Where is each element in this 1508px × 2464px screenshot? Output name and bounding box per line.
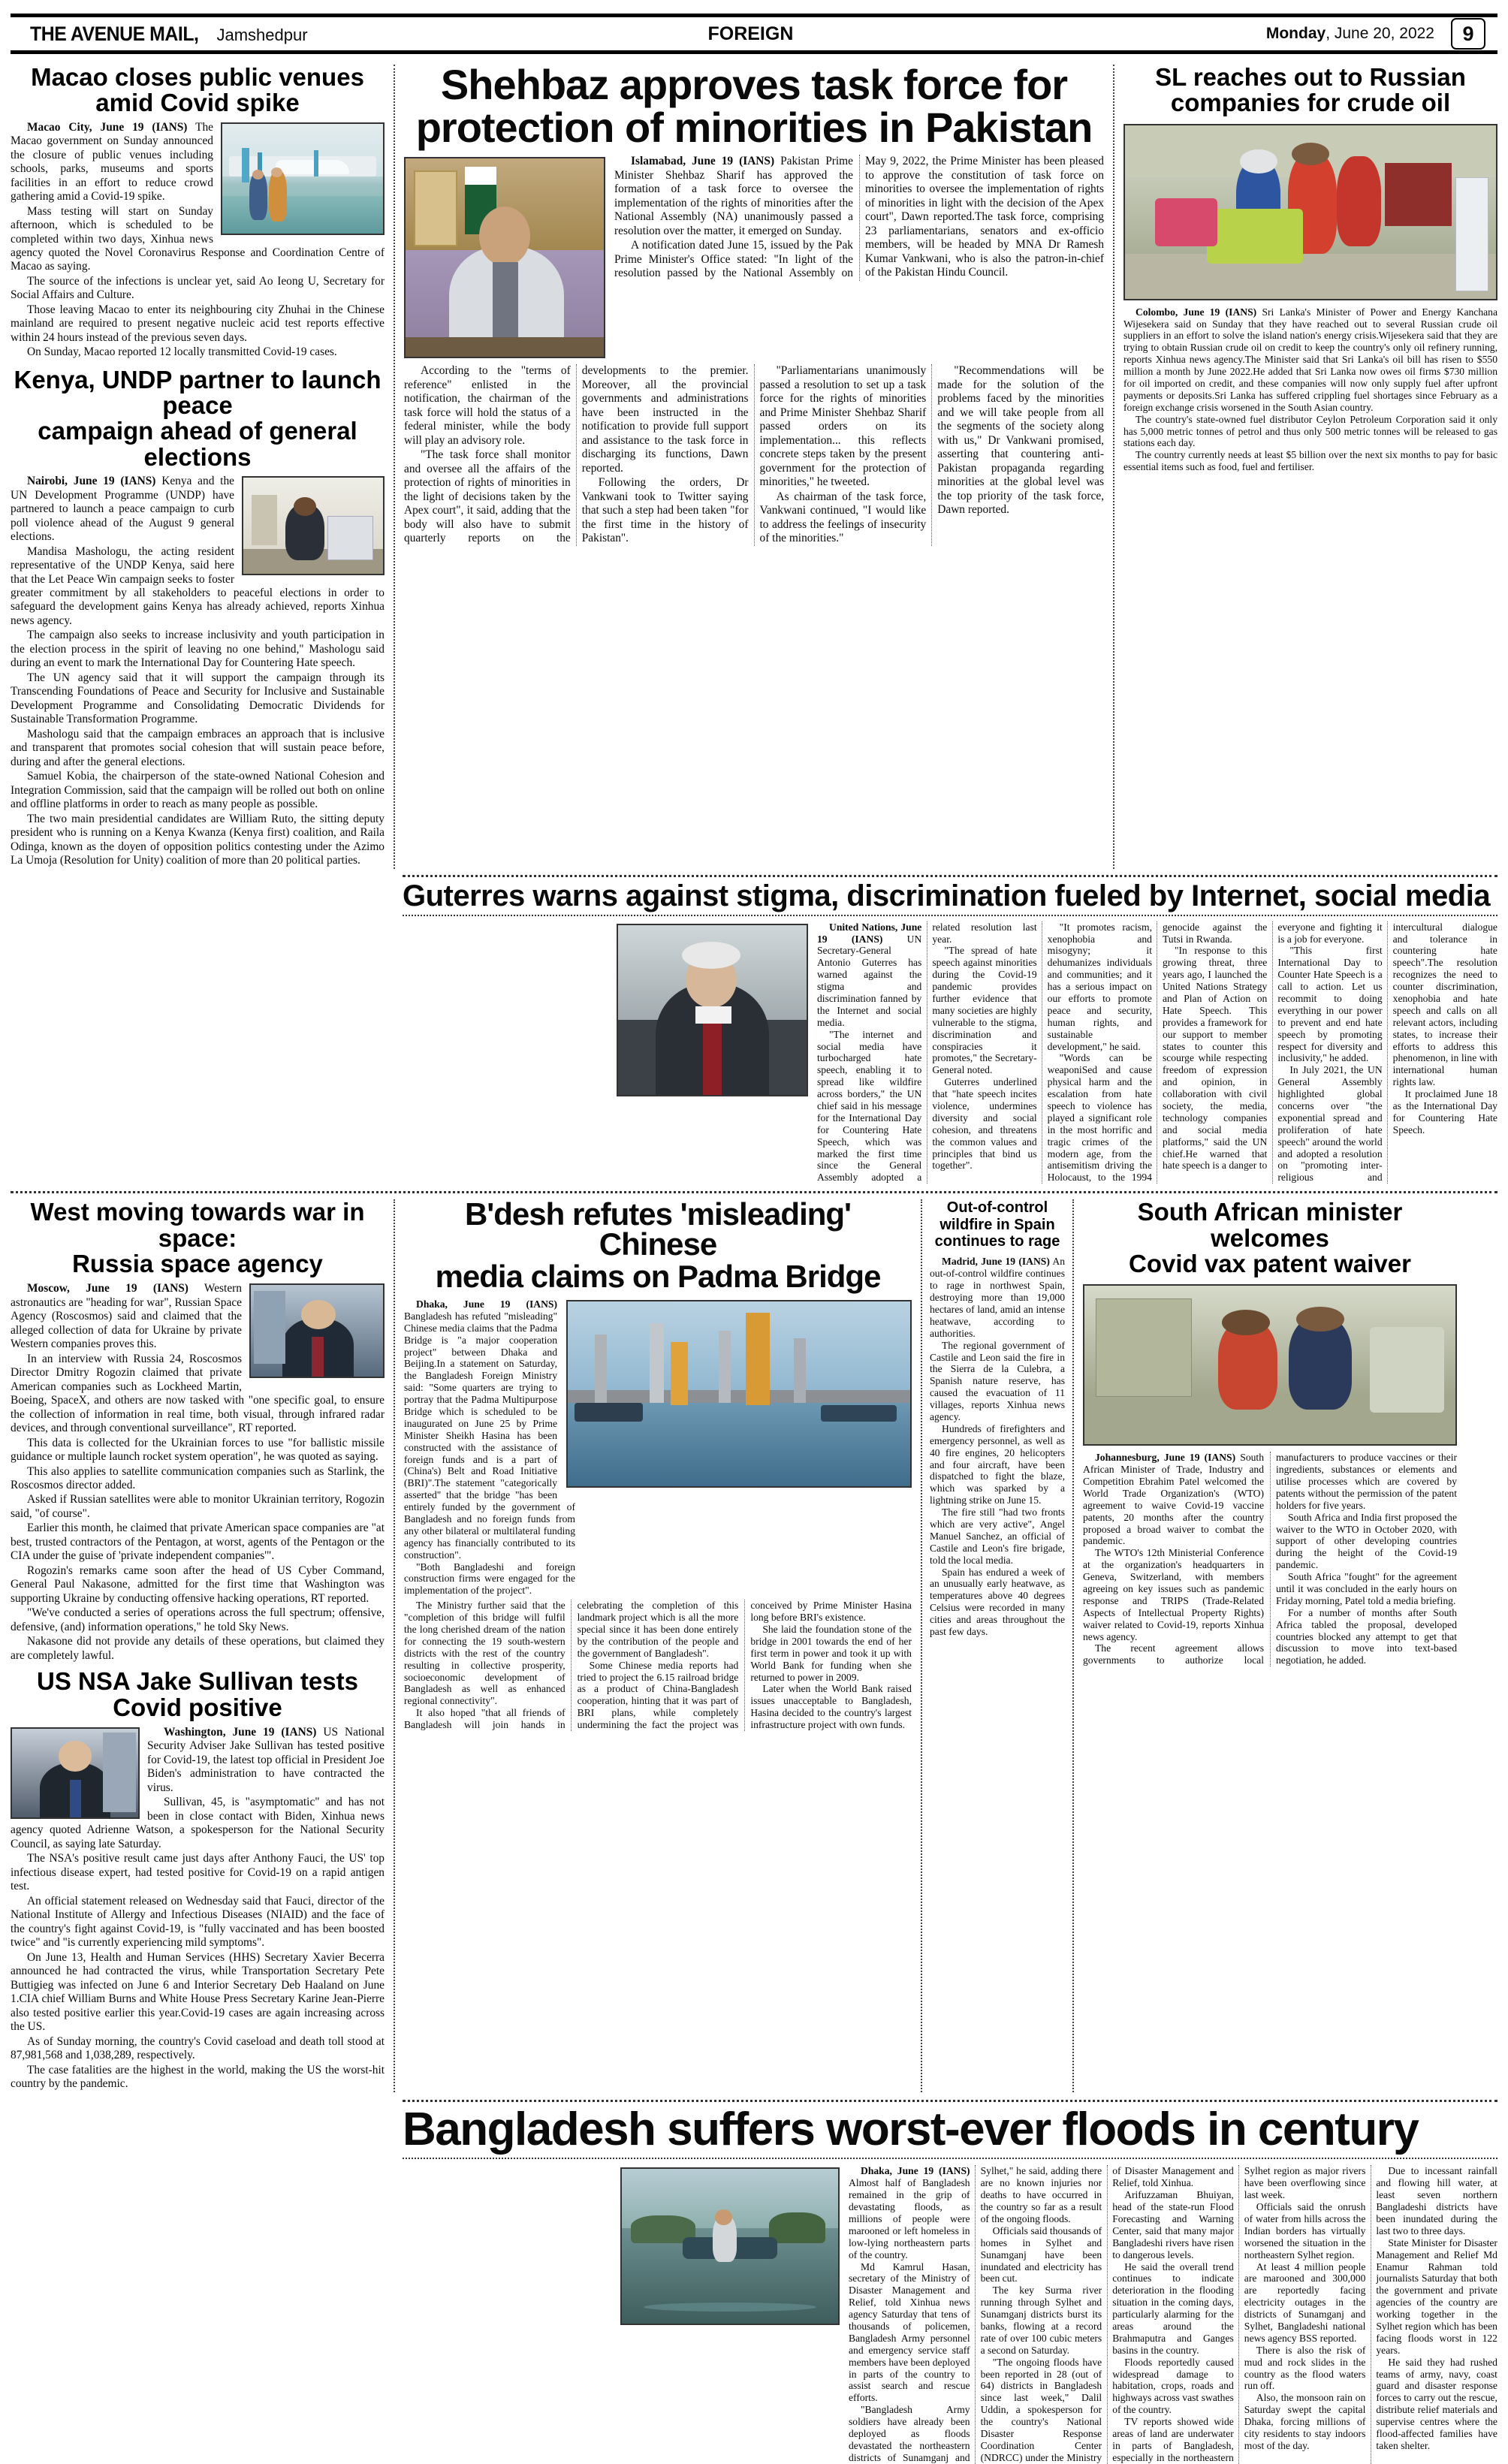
floods-p3: "Bangladesh Army soldiers have already been deployed as floods devastated the northeastern districts of Sunamganj and Sylhet," he said, adding there are no known injuries nor deaths to have occurred in the country so far as a result of the ongoing floods.	[849, 2165, 1102, 2463]
divider-below-floods-headline	[403, 2158, 1497, 2159]
guterres-p3: "The spread of hate speech against minorities during the Covid-19 pandemic provides further evidence that many societies are highly vulnerable to the stigma, discrimination and conspiracies it promotes," the Secretary-General noted.	[932, 945, 1037, 1076]
kenya-p5: Mashologu said that the campaign embraces an approach that is inclusive and transparent that promotes social cohesion that will sustain peace before, during and after the general elections.	[11, 727, 385, 768]
divider-above-floods	[403, 2100, 1497, 2102]
masthead-left	[30, 23, 308, 46]
sullivan-p1-text: US National Security Adviser Jake Sullivan has tested positive for Covid-19, the latest top official in President Joe Biden's administration to have contracted the virus.	[147, 1725, 385, 1794]
article-bdesh	[404, 1196, 912, 1731]
floods-p5: The key Surma river running through Sylhet and Sunamganj districts burst its banks, flowing at a record rate of over 100 cubic meters a second on Saturday.	[980, 2285, 1102, 2356]
floods-p17: He said they had rushed teams of army, navy, coast guard and disaster response forces to carry out the rescue, distribute relief materials and supervise centres where the flood-affected families have taken shelter.	[1376, 2356, 1497, 2451]
bdesh-p3: The Ministry further said that the "completion of this bridge will fulfil the long cherished dream of the nation for connecting the 19 south-western districts with the rest of the country resulting in collective prosperity, socioeconomic development of Bangladesh as well as enhanced regional connectivity".	[404, 1600, 566, 1707]
floods-p1-text: Almost half of Bangladesh remained in the grip of devastating floods, as millions of people were marooned or left homeless in low-lying northeastern parts of the country.	[849, 2177, 970, 2260]
safrica-p4: South Africa and India first proposed the waiver to the WTO in October 2020, with support of other developing countries during the height of the Covid-19 pandemic.	[1276, 1511, 1457, 1571]
sullivan-dateline: Washington, June 19 (IANS)	[164, 1725, 317, 1739]
shehbaz-p8: "Recommendations will be made for the solution of the problems faced by the minorities and we will take people from all the segments of the society along with us," Dr Vankwani promised, asserting that countering anti-Pakistan propaganda regarding minorities at the global level was the top priority of the task force, Dawn reported.	[937, 364, 1104, 517]
article-space	[11, 1199, 385, 1663]
wildfire-p5: Spain has endured a week of an unusually early heatwave, as temperatures above 40 degrees Celsius were recorded in many cities and areas throughout the past few days.	[930, 1566, 1065, 1638]
bdesh-p6: She laid the foundation stone of the bridge in 2001 towards the end of her first term in power and took it up with World Bank for funding when she returned to power in 2009.	[750, 1623, 912, 1683]
safrica-p6: For a number of months after South Africa tabled the proposal, developed countries blocked any attempt to get that discussion to move into text-based negotiation, he added.	[1276, 1606, 1457, 1666]
bdesh-headline-line1: B'desh refutes 'misleading' Chinese	[464, 1196, 852, 1262]
guterres-p2: "The internet and social media have turbocharged hate speech, enabling it to spread like wildfire across borders," the UN chief said in his message for the International Day for Countering Hate Speech, which was marked the first time since the General Assembly adopted a related resolution last year.	[817, 921, 1037, 1184]
guterres-p1-text: UN Secretary-General Antonio Guterres has warned against the stigma and discrimination fanned by the Internet and social media.	[817, 933, 922, 1028]
srilanka-dateline: Colombo, June 19 (IANS)	[1136, 306, 1257, 318]
guterres-headline: Guterres warns against stigma, discrimination fueled by Internet, social media	[403, 879, 1491, 912]
floods-cols	[849, 2165, 1497, 2463]
bdesh-p1-text: Bangladesh has refuted "misleading" Chinese media claims that the Padma Bridge is "a major cooperation project" between Dhaka and Beijing.In a statement on Saturday, the Bangladesh Foreign Ministry said: "Some quarters are trying to portray that the Padma Multipurpose Bridge which is scheduled to be inaugurated on June 25 by Prime Minister Sheikh Hasina has been constructed with the assistance of foreign funds and is a part of (China's) Belt and Road Initiative (BRI)".The statement "categorically asserted" that the bridge "has been entirely funded by the government of Bangladesh and no foreign funds from any other bilateral or multilateral funding agency has financially contributed to its construction".	[404, 1310, 575, 1561]
kenya-p7: The two main presidential candidates are William Ruto, the sitting deputy president who is running on a Kenya Kwanza (Kenya first) coalition, and Raila Odinga, known as the doyen of opposition politics contesting under the Azimo La Umoja (Resolution for Unity) coalition of more than 20 political parties.	[11, 812, 385, 867]
kenya-p3: The campaign also seeks to increase inclusivity and youth participation in the election process in the spirit of leaving no one behind," Mashologu said during an event to mark the International Day for Countering Hate speech.	[11, 629, 385, 670]
shehbaz-p1-text: Pakistan Prime Minister Shehbaz Sharif has approved the formation of a task force to oversee the implementation of the rights of minorities after the National Assembly (NA) unanimously passed a resolution over the matter, it emerged on Sunday.	[614, 155, 853, 237]
guterres-p8: "This first International Day to Counter Hate Speech is a call to action. Let us recommit to doing everything in our power to prevent and end hate speech by promoting respect for diversity and inclusivity," he added.	[1277, 945, 1383, 1064]
space-p6: Earlier this month, he claimed that private American space companies are "at best, trusted contractors of the Pentagon, at worst, agents of the Pentagon or the CIA under the guise of 'private independent companies'".	[11, 1522, 385, 1563]
sullivan-p7: The case fatalities are the highest in the world, making the US the worst-hit country by the pandemic.	[11, 2063, 385, 2091]
wildfire-headline	[930, 1199, 1065, 1250]
date-weekday: Monday	[1265, 25, 1326, 42]
right-column-top	[1114, 65, 1497, 869]
sullivan-headline-line2: Covid positive	[113, 1693, 282, 1721]
safrica-photo	[1083, 1284, 1457, 1446]
wildfire-p1-text: An out-of-control wildfire continues to rage in northwest Spain, destroying more than 19,000 hectares of land, amid an intense heatwave, according to authorities.	[930, 1256, 1065, 1339]
space-p4: This also applies to satellite communication companies such as Starlink, the Roscosmos director added.	[11, 1464, 385, 1491]
kenya-headline	[11, 367, 385, 470]
floods-p10: TV reports showed wide areas of land are underwater in parts of Bangladesh, especially in the northeastern Sylhet region as major rivers have been overflowing since last week.	[1112, 2165, 1366, 2463]
kenya-dateline: Nairobi, June 19 (IANS)	[27, 475, 156, 488]
space-p2: In an interview with Russia 24, Roscosmos Director Dmitry Rogozin claimed that private American companies such as Lockheed Martin, Boeing, SpaceX, and others are now tasked with "one specific goal, to ensure the collection of information in real time, both visual, through infrared radar devices, and through conventional surveillance", RT reported.	[11, 1352, 385, 1435]
guterres-p4: Guterres underlined that "hate speech incites violence, undermines diversity and social cohesion, and threatens the common values and principles that bind us together".	[932, 1076, 1037, 1172]
sullivan-p5: On June 13, Health and Human Services (HHS) Secretary Xavier Becerra announced he had contracted the virus, while Transportation Secretary Pete Buttigieg was infected on June 6 and Interior Secretary Deb Haaland on June 1.CIA chief William Burns and White House Press Secretary Karine Jean-Pierre also tested positive earlier this year.Covid-19 cases are again increasing across the US.	[11, 1950, 385, 2034]
guterres-section	[403, 875, 1497, 1184]
guterres-p10: It proclaimed June 18 as the International Day for Countering Hate Speech.	[1392, 1088, 1497, 1135]
guterres-p6: "Words can be weaponiSed and cause physical harm and the escalation from hate speech to violence has played a significant role in the most horrific and tragic crimes of the modern age, from the antisemitism driving the Holocaust, to the 1994 genocide against the Tutsi in Rwanda.	[1047, 921, 1268, 1184]
guterres-cols	[817, 921, 1497, 1184]
sullivan-p2: Sullivan, 45, is "asymptomatic" and has not been in close contact with Biden, Xinhua news agency quoted Adrienne Watson, a spokesperson for the National Security Council, as saying late Saturday.	[11, 1796, 385, 1850]
top-section	[11, 61, 1498, 869]
space-p1-text: Western astronautics are "heading for war", Russian Space Agency (Roscosmos) said and claimed that the alleged collection of data for Ukraine by private Western companies proves this.	[11, 1282, 242, 1351]
macao-photo	[221, 122, 385, 235]
safrica-p1	[1083, 1452, 1264, 1547]
kenya-p4: The UN agency said that it will support the campaign through its Transcending Foundations of Peace and Security for Inclusive and Sustainable Development Programme and Consolidating Democratic Dividends for Sustainable Transformation Programme.	[11, 671, 385, 726]
space-headline-line1: West moving towards war in space:	[30, 1198, 365, 1252]
guterres-photo	[617, 924, 808, 1096]
kenya-p1-text: Kenya and the UN Development Programme (UNDP) have partnered to launch a peace campaign to curb poll violence ahead of the August 9 general elections.	[11, 475, 234, 544]
shehbaz-cols-rest	[404, 364, 1104, 545]
macao-p1-text: The Macao government on Sunday announced the closure of public venues including schools, parks, museums and sports facilities in an effort to reduce crowd gathering amid a Covid-19 spike.	[11, 120, 213, 204]
floods-section	[403, 2100, 1497, 2464]
article-sullivan	[11, 1669, 385, 2091]
divider-above-guterres	[403, 875, 1497, 877]
article-macao	[11, 65, 385, 360]
safrica-dateline: Johannesburg, June 19 (IANS)	[1095, 1452, 1236, 1464]
masthead-right	[1266, 18, 1485, 50]
floods-headline: Bangladesh suffers worst-ever floods in century	[403, 2103, 1419, 2155]
safrica-p2: The WTO's 12th Ministerial Conference at the organization's headquarters in Geneva, Switzerland, with members agreeing on key issues such as pandemic response and TRIPS (Trade-Related Aspects of Intellectual Property Rights) waiver related to Covid-19, reports Xinhua news agency.	[1083, 1547, 1264, 1642]
left-column-middle	[11, 1199, 394, 2092]
shehbaz-p1	[614, 155, 853, 238]
floods-p4: Officials said thousands of homes in Sylhet and Sunamganj have been inundated and electricity has been cut.	[980, 2224, 1102, 2285]
bdesh-headline	[404, 1196, 912, 1295]
shehbaz-cols-left	[614, 155, 1104, 280]
wildfire-p3: Hundreds of firefighters and emergency personnel, as well as 40 fire engines, 20 helicopters and four aircraft, have been dispatched to fight the blaze, which was sparked by a lightning strike on June 15.	[930, 1422, 1065, 1506]
shehbaz-p7: As chairman of the task force, Vankwani continued, "I would like to address the feelings of insecurity of the minorities."	[759, 490, 927, 545]
shehbaz-p3: According to the "terms of reference" enlisted in the notification, the chairman of the task force will hold the status of a federal minister, while the body will play an advisory role.	[404, 364, 571, 447]
srilanka-headline-line1: SL reaches out to Russian	[1155, 63, 1466, 91]
sullivan-headline	[11, 1669, 385, 1721]
floods-p12: At least 4 million people are marooned and 300,000 are reportedly facing electricity outages in the districts of Sunamganj and Sylhet, Bangladeshi national news agency BSS reported.	[1244, 2260, 1366, 2344]
article-shehbaz	[404, 61, 1104, 546]
srilanka-photo	[1123, 124, 1497, 300]
safrica-p1-text: South African Minister of Trade, Industry and Competition Ebrahim Patel welcomed the World Trade Organization's (WTO) agreement to waive Covid-19 vaccine patents, 20 months after the country proposed a broad waiver to combat the pandemic.	[1083, 1452, 1264, 1547]
middle-section	[11, 1196, 1497, 2092]
macao-p2: Mass testing will start on Sunday afternoon, which is scheduled to be completed within two days, Xinhua news agency quoted the Novel Coronavirus Response and Coordination Centre of Macao as saying.	[11, 204, 385, 273]
space-p8: "We've conducted a series of operations across the full spectrum; offensive, defensive, (and) information operations," he told Sky News.	[11, 1606, 385, 1633]
bdesh-p2: "Both Bangladeshi and foreign construction firms were engaged for the implementation of the project".	[404, 1561, 575, 1597]
floods-p6: "The ongoing floods have been reported in 28 (out of 64) districts in Bangladesh since last week," Dalil Uddin, a spokesperson for the country's National Disaster Response Coordination Center (NDRCC) under the Ministry of Disaster Management and Relief, told Xinhua.	[980, 2165, 1234, 2463]
divider-middle-band	[11, 1191, 1497, 1193]
floods-p7: Arifuzzaman Bhuiyan, head of the state-run Flood Forecasting and Warning Center, said that many major Bangladeshi rivers have risen to dangerous levels.	[1112, 2189, 1234, 2260]
flood-photo	[620, 2167, 840, 2325]
guterres-p5: "It promotes racism, xenophobia and misogyny; it dehumanizes individuals and communities; and it has a serious impact on our efforts to promote peace and security, human rights, and sustainable development," he said.	[1047, 921, 1152, 1052]
floods-dateline: Dhaka, June 19 (IANS)	[861, 2165, 970, 2177]
macao-dateline: Macao City, June 19 (IANS)	[27, 120, 188, 134]
macao-p5: On Sunday, Macao reported 12 locally transmitted Covid-19 cases.	[27, 345, 337, 359]
floods-p15: Due to incessant rainfall and flowing hill water, at least seven northern Bangladeshi districts have been inundated during the last two to three days.	[1376, 2165, 1497, 2236]
rogozin-photo	[249, 1283, 385, 1378]
srilanka-headline	[1123, 65, 1497, 116]
floods-p13: There is also the risk of mud and rock slides in the country as the flood waters run off.	[1244, 2344, 1366, 2392]
safrica-headline-line1: South African minister welcomes	[1137, 1198, 1403, 1252]
article-kenya	[11, 367, 385, 868]
kenya-headline-line1: Kenya, UNDP partner to launch peace	[14, 365, 382, 420]
space-p5: Asked if Russian satellites were able to monitor Ukrainian territory, Rogozin said, "of course".	[11, 1493, 385, 1520]
space-p3: This data is collected for the Ukrainian forces to use "for ballistic missile guidance or multiple launch rocket system operation", he was quoted as saying.	[11, 1436, 385, 1464]
publication-date	[1266, 25, 1434, 43]
bdesh-p4: It also hoped "that all friends of Bangladesh will join hands in celebrating the completion of this landmark project which is all the more special since it has been done entirely by the contribution of the people and the government of Bangladesh".	[404, 1600, 739, 1731]
srilanka-p1-text: Sri Lanka's Minister of Power and Energy Kanchana Wijesekera said on Sunday that they have reached out to several Russian crude oil suppliers in an effort to solve the island nation's energy crisis.Wijesekera said that they are trying to obtain Russian crude oil on credit to keep the country's only oil refinery running, reports Xinhua news agency.The Minister said that Sri Lanka's oil bill has risen to $550 million a month by June 2022.He added that Sri Lanka now owes oil firms $730 million for oil imported on credit, and these companies will now only supply fuel after upfront payments or deposits.Sri Lanka has suffered crippling fuel shortages since February as a foreign exchange crisis worsened in the South Asian country.	[1123, 306, 1498, 413]
masthead	[11, 14, 1497, 54]
floods-p1	[849, 2165, 970, 2260]
space-p9: Nakasone did not provide any details of these operations, but claimed they are completely lawful.	[11, 1635, 385, 1662]
wildfire-p4: The fire still "had two fronts which are very active", Angel Manuel Sanchez, an official of Castile and Leon's fire brigade, told the local media.	[930, 1506, 1065, 1566]
shehbaz-p6: "Parliamentarians unanimously passed a resolution to set up a task force for the rights of minorities and Prime Minister Shehbaz Sharif passed orders on its implementation... this reflects concrete steps taken by the present government for the protection of minorities," he tweeted.	[759, 364, 927, 489]
wildfire-p1	[930, 1256, 1065, 1339]
shehbaz-p2: A notification dated June 15, issued by the Pak Prime Minister's Office stated: "In light of the resolution passed by the National Assembly on May 9, 2022, the Prime Minister has been pleased to approve the constitution of task force on minorities to oversee the implementation of rights of minorities in light with the decision of the Apex court", Dawn reported.The task force, comprising 23 parliamentarians, senators and ex-officio members, will be headed by MNA Dr Ramesh Kumar Vankwani, who is also the patron-in-chief of the Pakistan Hindu Council.	[614, 155, 1104, 280]
shehbaz-headline-line1: Shehbaz approves task force for	[440, 61, 1068, 108]
bdesh-p1	[404, 1298, 575, 1561]
bridge-photo	[566, 1300, 912, 1488]
divider-below-guterres-headline	[403, 915, 1497, 916]
floods-p14: Also, the monsoon rain on Saturday swept the capital Dhaka, forcing millions of city residents to stay indoors most of the day.	[1244, 2392, 1366, 2451]
guterres-p7: "In response to this growing threat, three years ago, I launched the United Nations Strategy and Plan of Action on Hate Speech. This provides a framework for our support to member states to counter this scourge while respecting freedom of expression and opinion, in collaboration with civil society, the media, technology companies and social media platforms," said the UN chief.He warned that hate speech is a danger to everyone and fighting it is a job for everyone.	[1162, 921, 1383, 1172]
space-dateline: Moscow, June 19 (IANS)	[27, 1282, 188, 1295]
wildfire-headline-line1: Out-of-control	[946, 1199, 1048, 1217]
safrica-headline	[1083, 1199, 1457, 1277]
macao-p4: Those leaving Macao to enter its neighbouring city Zhuhai in the Chinese mainland are required to present negative nucleic acid test reports effective within 24 hours instead of the previous seven days.	[11, 303, 385, 344]
bdesh-p5: Some Chinese media reports had tried to project the 6.15 railroad bridge as a product of China-Bangladesh cooperation, hinting that it was part of BRI plans, while completely undermining the fact the project was conceived by Prime Minister Hasina long before BRI's existence.	[577, 1600, 912, 1731]
space-headline-line2: Russia space agency	[72, 1249, 323, 1277]
bdesh-dateline: Dhaka, June 19 (IANS)	[416, 1298, 557, 1310]
wildfire-column	[922, 1199, 1072, 2092]
shehbaz-p4: "The task force shall monitor and oversee all the affairs of the protection of rights of minorities in the light of decisions taken by the Apex court", it said, adding that the body will also have to submit quarterly reports on the developments to the premier. Moreover, all the provincial governments and administrations have been instructed in the notification to provide full support and assistance to the task force in discharging its functions, Dawn reported.	[404, 364, 749, 545]
section-title: FOREIGN	[707, 23, 794, 44]
macao-p3: The source of the infections is unclear yet, said Ao Ieong U, Secretary for Social Affairs and Culture.	[11, 274, 385, 302]
wildfire-p2: The regional government of Castile and Leon said the fire in the Sierra de la Culebra, a Spanish nature reserve, has caused the evacuation of 11 villages, reports Xinhua news agency.	[930, 1339, 1065, 1423]
left-column-top	[11, 65, 394, 869]
guterres-dateline: United Nations, June 19 (IANS)	[817, 921, 922, 945]
space-p7: Rogozin's remarks came soon after the head of US Cyber Command, General Paul Nakasone, admitted for the first time that Washington was supporting Ukraine by conducting offensive hacking operations, RT reported.	[11, 1564, 385, 1605]
wildfire-headline-line2: wildfire in Spain	[939, 1216, 1055, 1233]
sullivan-headline-line1: US NSA Jake Sullivan tests	[37, 1667, 358, 1696]
srilanka-p2: The country's state-owned fuel distributor Ceylon Petroleum Corporation said it only has 5,000 metric tonnes of petrol and thus only 500 metric tonnes will be released to gas stations each day.	[1123, 413, 1497, 449]
macao-headline-line1: Macao closes public venues	[31, 63, 364, 91]
safrica-column	[1074, 1199, 1457, 2092]
srilanka-p3: The country currently needs at least $5 billion over the next six months to pay for basic essential items such as food, fuel and fertiliser.	[1123, 449, 1497, 473]
shehbaz-headline-line2: protection of minorities in Pakistan	[415, 104, 1093, 152]
safrica-p3: The recent agreement allows governments to authorize local manufacturers to produce vaccines or their ingredients, substances or elements and utilise processes which are covered by patents without the permission of the patent holders for five years.	[1083, 1452, 1457, 1666]
bdesh-headline-line2: media claims on Padma Bridge	[435, 1259, 881, 1295]
floods-p8: He said the overall trend continues to indicate deterioration in the flooding situation in the coming days, particularly alarming for the areas around the Brahmaputra and Ganges basins in the country.	[1112, 2260, 1234, 2356]
shehbaz-photo	[404, 157, 605, 358]
floods-p16: State Minister for Disaster Management and Relief Md Enamur Rahman told journalists Saturday that both the government and private agencies of the country are working together in the Sylhet region which has been facing floods worst in 122 years.	[1376, 2236, 1497, 2356]
paper-title: THE AVENUE MAIL,	[30, 22, 199, 45]
safrica-p5: South Africa "fought" for the agreement until it was concluded in the early hours on Friday morning, Patel told a media briefing.	[1276, 1571, 1457, 1606]
bdesh-p7: Later when the World Bank raised issues unacceptable to Bangladesh, Hasina decided to the country's largest infrastructure project with own funds.	[750, 1683, 912, 1731]
sullivan-p6: As of Sunday morning, the country's Covid caseload and death toll stood at 87,981,568 and 1,038,289, respectively.	[11, 2034, 385, 2062]
article-srilanka	[1123, 65, 1497, 473]
floods-p9: Floods reportedly caused widespread damage to habitation, crops, roads and highways across vast swathes of the country.	[1112, 2356, 1234, 2416]
macao-headline-line2: amid Covid spike	[95, 89, 300, 117]
paper-city: Jamshedpur	[216, 25, 308, 44]
page-number-badge: 9	[1451, 18, 1485, 50]
srilanka-p1	[1123, 306, 1497, 414]
sullivan-p4: An official statement released on Wednesday said that Fauci, director of the National Institute of Allergy and Infectious Diseases (NIAID) and the face of the country's fight against Covid-19, is "fully vaccinated and has been boosted twice" and "is currently experiencing mild symptoms".	[11, 1894, 385, 1950]
guterres-p9: In July 2021, the UN General Assembly highlighted global concerns over "the exponential spread and proliferation of hate speech" around the world and adopted a resolution on "promoting inter-religious and intercultural dialogue and tolerance in countering hate speech".The resolution recognizes the need to counter discrimination, xenophobia and hate speech and calls on all relevant actors, including states, to increase their efforts to address this phenomenon, in line with international human rights law.	[1277, 921, 1497, 1184]
macao-headline	[11, 65, 385, 116]
date-rest: , June 20, 2022	[1326, 25, 1434, 42]
sullivan-p3: The NSA's positive result came just days after Anthony Fauci, the US' top infectious disease expert, had tested positive for Covid-19 on a rapid antigen test.	[11, 1852, 385, 1893]
wildfire-dateline: Madrid, June 19 (IANS)	[942, 1256, 1050, 1268]
center-column-top	[395, 61, 1113, 869]
floods-p2: Md Kamrul Hasan, secretary of the Ministry of Disaster Management and Relief, told Xinhua news agency Saturday that tens of thousands of policemen, Bangladesh Army personnel and emergency service staff members have been deployed in parts of the country to assist search and rescue efforts.	[849, 2260, 970, 2404]
kenya-p6: Samuel Kobia, the chairperson of the state-owned National Cohesion and Integration Commission, said that the campaign will be rolled out both on online and offline platforms in order to reach as many people as possible.	[11, 770, 385, 811]
bdesh-cols	[404, 1600, 912, 1731]
safrica-headline-line2: Covid vax patent waiver	[1129, 1249, 1411, 1277]
srilanka-headline-line2: companies for crude oil	[1170, 89, 1451, 117]
center-column-middle	[395, 1196, 921, 2092]
kenya-p2: Mandisa Mashologu, the acting resident representative of the UNDP Kenya, said here that the Let Peace Win campaign seeks to foster greater commitment by all stakeholders to peaceful elections in order to safeguard the development gains Kenya has already achieved, reports Xinhua news agency.	[11, 544, 385, 627]
kenya-headline-line2: campaign ahead of general elections	[38, 417, 357, 471]
floods-p11: Officials said the onrush of water from hills across the Indian borders has virtually worsened the situation in the northeastern Sylhet region.	[1244, 2201, 1366, 2260]
shehbaz-headline	[404, 61, 1104, 152]
space-headline	[11, 1199, 385, 1277]
shehbaz-p5: Following the orders, Dr Vankwani took to Twitter saying that such a step had been taken "for the first time in the history of Pakistan".	[581, 476, 749, 545]
kenya-photo	[242, 476, 385, 575]
wildfire-headline-line3: continues to rage	[934, 1233, 1060, 1250]
guterres-p1	[817, 921, 921, 1029]
sullivan-photo	[11, 1727, 140, 1819]
shehbaz-dateline: Islamabad, June 19 (IANS)	[631, 155, 775, 168]
